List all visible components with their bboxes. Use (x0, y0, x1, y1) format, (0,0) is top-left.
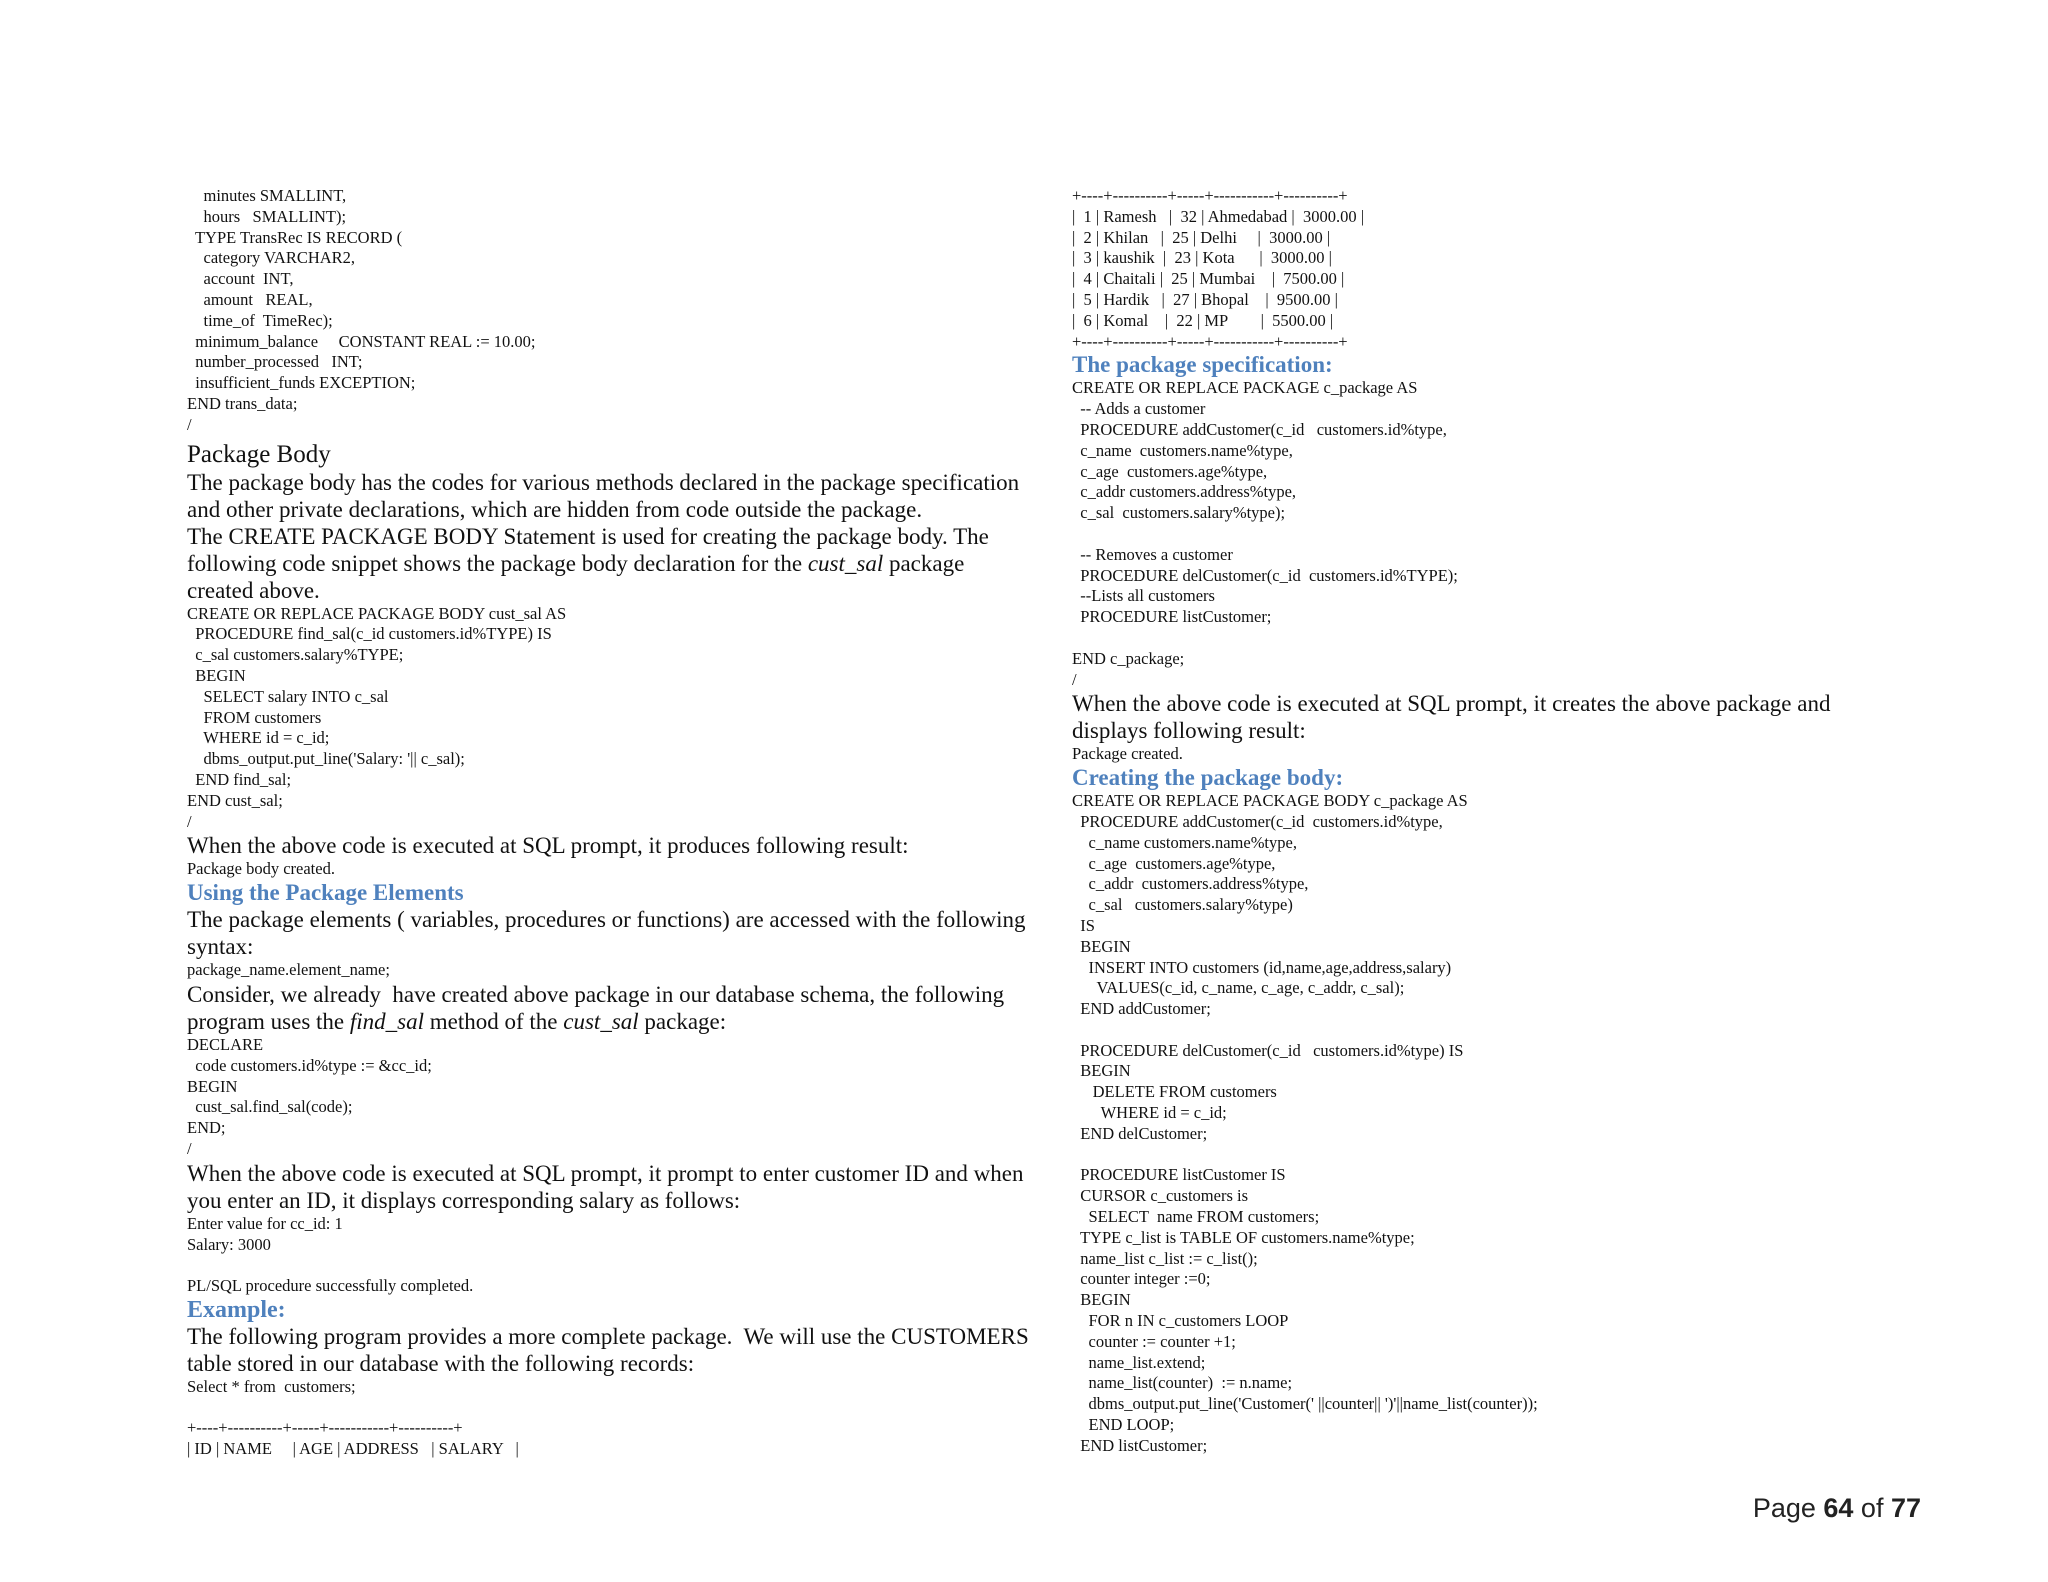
code-line: END listCustomer; (1072, 1435, 1208, 1455)
consider-paragraph-line: Consider, we already have created above package in our database schema, the following (187, 981, 1005, 1007)
code-line: | 6 | Komal | 22 | MP | 5500.00 | (1072, 310, 1334, 330)
code-line: END addCustomer; (1072, 999, 1211, 1019)
customers-table-text (1072, 186, 1972, 352)
code-line: WHERE id = c_id; (187, 728, 330, 748)
code-line: IS (1072, 915, 1095, 935)
code-line: code customers.id%type := &cc_id; (187, 1055, 432, 1075)
code-line: FROM customers (187, 707, 322, 727)
code-line: FOR n IN c_customers LOOP (1072, 1311, 1289, 1331)
code-line: c_age customers.age%type, (1072, 461, 1268, 481)
code-line: CREATE OR REPLACE PACKAGE c_package AS (1072, 378, 1418, 398)
code-line (187, 1398, 1047, 1419)
code-line: dbms_output.put_line('Salary: '|| c_sal); (187, 749, 465, 769)
code-line: / (1072, 669, 1077, 689)
code-line: amount REAL, (187, 289, 313, 309)
text-span: package (883, 550, 965, 576)
executed-paragraph-line: When the above code is executed at SQL prompt, it creates the above package and (1072, 691, 1831, 717)
code-line (187, 1255, 1047, 1276)
code-line: DELETE FROM customers (1072, 1082, 1277, 1102)
code-line: VALUES(c_id, c_name, c_age, c_addr, c_sal); (1072, 978, 1405, 998)
using-package-elements-heading: Using the Package Elements (187, 880, 464, 906)
emphasis-cust-sal: cust_sal (807, 550, 884, 576)
code-line: Salary: 3000 (187, 1234, 271, 1254)
result-output: Package body created. (187, 859, 335, 879)
prompt-paragraph-line: you enter an ID, it displays corresponding salary as follows: (187, 1187, 741, 1213)
prompt-paragraph-line: When the above code is executed at SQL prompt, it prompt to enter customer ID and when (187, 1160, 1024, 1186)
code-line: c_sal customers.salary%type); (1072, 503, 1286, 523)
code-line: BEGIN (1072, 1061, 1131, 1081)
code-block-package-body-full (1072, 791, 1972, 1457)
code-line: -- Adds a customer (1072, 399, 1206, 419)
code-line: END trans_data; (187, 393, 298, 413)
package-body-paragraph-line: The package body has the codes for various methods declared in the package specification (187, 469, 1020, 495)
code-line: time_of TimeRec); (187, 310, 333, 330)
code-line: c_sal customers.salary%type) (1072, 895, 1293, 915)
package-body-paragraph-line (187, 550, 1047, 577)
code-block-select (187, 1377, 1047, 1460)
code-line: END LOOP; (1072, 1415, 1175, 1435)
code-line: PROCEDURE addCustomer(c_id customers.id%type, (1072, 811, 1443, 831)
code-line: PL/SQL procedure successfully completed. (187, 1276, 474, 1296)
consider-paragraph-line (187, 1008, 1047, 1035)
code-line: Enter value for cc_id: 1 (187, 1213, 343, 1233)
text-span: method of the (424, 1008, 564, 1034)
code-line: | 4 | Chaitali | 25 | Mumbai | 7500.00 | (1072, 269, 1345, 289)
code-line: WHERE id = c_id; (1072, 1103, 1227, 1123)
example-paragraph-line: The following program provides a more complete package. We will use the CUSTOMERS (187, 1323, 1029, 1349)
using-paragraph-line: syntax: (187, 934, 254, 960)
emphasis-find-sal: find_sal (349, 1008, 425, 1034)
code-line: / (187, 414, 192, 434)
code-line: c_addr customers.address%type, (1072, 874, 1309, 894)
example-paragraph-line: table stored in our database with the following records: (187, 1350, 695, 1376)
code-line: hours SMALLINT); (187, 206, 347, 226)
of-label: of (1853, 1493, 1891, 1523)
left-column (187, 186, 1047, 1460)
code-line: CREATE OR REPLACE PACKAGE BODY cust_sal AS (187, 603, 567, 623)
code-line: name_list c_list := c_list(); (1072, 1248, 1258, 1268)
code-line: | 5 | Hardik | 27 | Bhopal | 9500.00 | (1072, 289, 1338, 309)
code-line: c_sal customers.salary%TYPE; (187, 645, 404, 665)
code-line: CREATE OR REPLACE PACKAGE BODY c_package AS (1072, 791, 1468, 811)
code-line: END cust_sal; (187, 790, 283, 810)
package-body-paragraph-line: and other private declarations, which are hidden from code outside the package. (187, 496, 923, 522)
code-line: minimum_balance CONSTANT REAL := 10.00; (187, 331, 536, 351)
text-span: package: (638, 1008, 727, 1034)
creating-package-body-heading: Creating the package body: (1072, 765, 1344, 791)
code-line: INSERT INTO customers (id,name,age,address,salary) (1072, 957, 1452, 977)
code-line: TYPE c_list is TABLE OF customers.name%type; (1072, 1227, 1415, 1247)
code-block-declare (187, 1035, 1047, 1160)
code-line (1072, 1145, 1972, 1166)
code-line: SELECT salary INTO c_sal (187, 686, 389, 706)
code-line (1072, 1020, 1972, 1041)
code-line: counter := counter +1; (1072, 1331, 1236, 1351)
code-line: END c_package; (1072, 648, 1185, 668)
code-line: | ID | NAME | AGE | ADDRESS | SALARY | (187, 1439, 519, 1459)
code-line: END find_sal; (187, 769, 292, 789)
code-line: -- Removes a customer (1072, 544, 1233, 564)
total-pages: 77 (1890, 1493, 1921, 1523)
code-line: END; (187, 1118, 226, 1138)
code-line: | 2 | Khilan | 25 | Delhi | 3000.00 | (1072, 227, 1331, 247)
code-line: BEGIN (1072, 1290, 1131, 1310)
page-footer (1753, 1493, 1921, 1524)
right-column (1072, 186, 1972, 1457)
package-body-heading: Package Body (187, 440, 331, 468)
code-line: PROCEDURE listCustomer IS (1072, 1165, 1286, 1185)
code-line: c_addr customers.address%type, (1072, 482, 1297, 502)
code-line: name_list(counter) := n.name; (1072, 1373, 1293, 1393)
example-heading: Example: (187, 1296, 286, 1323)
code-block-package-body (187, 604, 1047, 833)
code-line: SELECT name FROM customers; (1072, 1207, 1320, 1227)
code-line: PROCEDURE addCustomer(c_id customers.id%type, (1072, 419, 1447, 439)
page-number: 64 (1823, 1493, 1854, 1523)
code-line (1072, 524, 1972, 545)
code-line: +----+----------+-----+-----------+----------+ (187, 1418, 463, 1438)
code-line: category VARCHAR2, (187, 248, 356, 268)
code-line: account INT, (187, 269, 294, 289)
emphasis-cust-sal: cust_sal (563, 1008, 639, 1034)
code-line: / (187, 811, 192, 831)
text-span: following code snippet shows the package body declaration for the (187, 550, 808, 576)
code-line: c_name customers.name%type, (1072, 440, 1293, 460)
package-specification-heading: The package specification: (1072, 352, 1333, 378)
code-line: Select * from customers; (187, 1376, 356, 1396)
code-line: insufficient_funds EXCEPTION; (187, 373, 416, 393)
code-line: PROCEDURE listCustomer; (1072, 607, 1272, 627)
code-line: CURSOR c_customers is (1072, 1186, 1249, 1206)
code-line: +----+----------+-----+-----------+----------+ (1072, 331, 1348, 351)
using-paragraph-line: The package elements ( variables, procedures or functions) are accessed with the following (187, 907, 1026, 933)
code-line: BEGIN (187, 1076, 238, 1096)
code-block-package-spec (1072, 378, 1972, 690)
code-line: --Lists all customers (1072, 586, 1215, 606)
code-line: c_name customers.name%type, (1072, 832, 1297, 852)
syntax-code: package_name.element_name; (187, 960, 390, 980)
code-line: PROCEDURE delCustomer(c_id customers.id%TYPE); (1072, 565, 1458, 585)
code-line: PROCEDURE find_sal(c_id customers.id%TYPE) IS (187, 624, 552, 644)
code-line: PROCEDURE delCustomer(c_id customers.id%type) IS (1072, 1040, 1464, 1060)
code-line: BEGIN (187, 665, 246, 685)
code-line (1072, 628, 1972, 649)
code-block-trans-data (187, 186, 1047, 436)
code-line: TYPE TransRec IS RECORD ( (187, 227, 403, 247)
code-line: DECLARE (187, 1034, 264, 1054)
package-body-paragraph-line: The CREATE PACKAGE BODY Statement is used for creating the package body. The (187, 523, 989, 549)
code-block-output (187, 1214, 1047, 1297)
text-span: program uses the (187, 1008, 350, 1034)
code-line: BEGIN (1072, 936, 1131, 956)
executed-paragraph-line: displays following result: (1072, 718, 1306, 744)
code-line: +----+----------+-----+-----------+----------+ (1072, 186, 1348, 205)
page-label: Page (1752, 1493, 1824, 1523)
code-line: minutes SMALLINT, (187, 186, 347, 205)
code-line: | 3 | kaushik | 23 | Kota | 3000.00 | (1072, 248, 1332, 268)
code-line: c_age customers.age%type, (1072, 853, 1276, 873)
result-intro: When the above code is executed at SQL prompt, it produces following result: (187, 833, 909, 859)
code-line: name_list.extend; (1072, 1352, 1206, 1372)
code-line: / (187, 1138, 192, 1158)
code-line: END delCustomer; (1072, 1123, 1208, 1143)
code-line: cust_sal.find_sal(code); (187, 1097, 353, 1117)
code-line: number_processed INT; (187, 352, 363, 372)
code-line: counter integer :=0; (1072, 1269, 1211, 1289)
code-line: | 1 | Ramesh | 32 | Ahmedabad | 3000.00 | (1072, 206, 1365, 226)
package-body-paragraph-line: created above. (187, 577, 320, 603)
package-created-output: Package created. (1072, 744, 1183, 764)
code-line: dbms_output.put_line('Customer(' ||counter|| ')'||name_list(counter)); (1072, 1394, 1538, 1414)
